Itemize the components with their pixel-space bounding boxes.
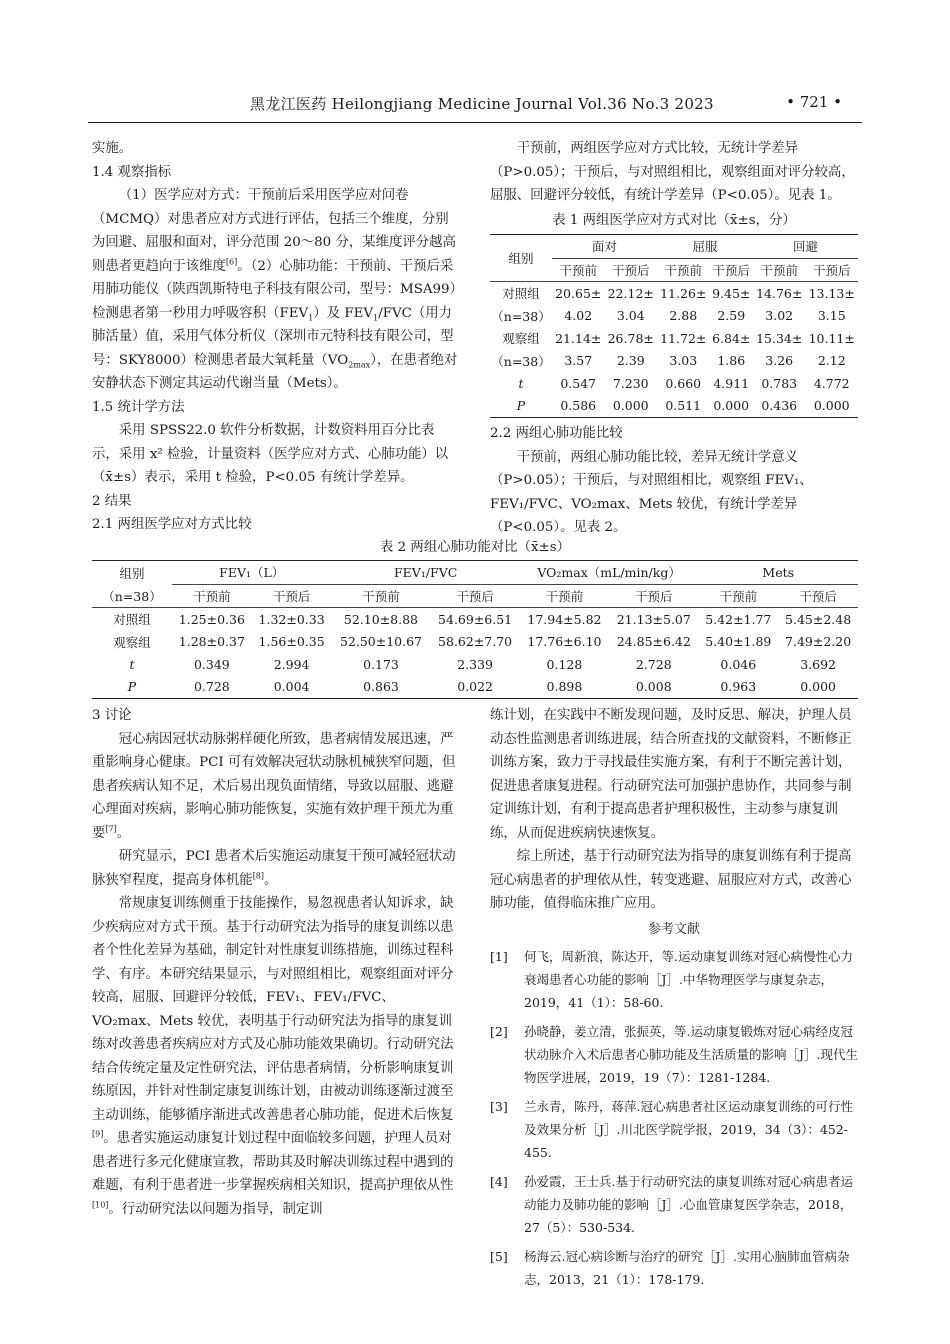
table1-cell: 3.03 — [669, 353, 698, 369]
table1-header-dim: 回避 — [753, 235, 858, 259]
table2-subheader: 干预后 — [778, 584, 858, 608]
table2-caption: 表 2 两组心肺功能对比（x̄±s） — [380, 540, 570, 555]
text: 研究显示，PCI 患者术后实施运动康复干预可减轻冠状动脉狭窄程度，提高身体机能 — [92, 849, 456, 888]
table1-cell: 3.26 — [765, 353, 794, 369]
table1-row — [490, 372, 858, 395]
table2-cell: 1.32±0.33 — [258, 611, 325, 627]
section-heading-1-4: 1.4 观察指标 — [92, 164, 172, 180]
table1-subheader: 干预前 — [552, 258, 605, 282]
table2-cell: 17.94±5.82 — [527, 611, 602, 627]
reference-item — [490, 945, 858, 1014]
table2-cell: 2.728 — [635, 656, 672, 672]
section-heading-3: 3 讨论 — [92, 708, 132, 723]
citation: [8] — [252, 871, 265, 881]
text: 。患者实施运动康复计划过程中面临较多问题，护理人员对患者进行多元化健康宣教，帮助其及时解决训练过程中遇到的难题，有利于患者进一步掌握疾病相关知识，提高护理依从性 — [92, 1131, 454, 1193]
paragraph-results-2: 干预前，两组心肺功能比较，差异无统计学意义（P>0.05）；干预后，与对照组相比，观察组 FEV₁、FEV₁/FVC、VO₂max、Mets 较优，有统计学差异（P<0.05）。见表 2。 — [490, 449, 813, 535]
table2-cell: 1.56±0.35 — [258, 634, 325, 650]
table1-cell: 0.547 — [560, 375, 597, 391]
table1-cell: 0.436 — [761, 398, 798, 414]
table1-cell: 0.000 — [612, 398, 649, 414]
table1-cell: 22.12± — [607, 285, 654, 301]
table1-cell: 21.14± — [555, 330, 602, 346]
reference-number: [3] — [490, 1099, 508, 1114]
table2-row — [92, 653, 858, 676]
table2-subheader: 干预前 — [172, 584, 252, 608]
table2-header-group: 组别 — [119, 565, 145, 581]
table2-subheader: 干预前 — [698, 584, 778, 608]
table2-cell: 0.008 — [635, 679, 672, 695]
table2-subheader: 干预前 — [520, 584, 609, 608]
left-column-methods — [92, 137, 460, 537]
table2-cell: 52.10±8.88 — [343, 611, 418, 627]
table2-header-dim: VO₂max（mL/min/kg） — [520, 561, 699, 585]
reference-number: [1] — [490, 949, 508, 964]
reference-number: [2] — [490, 1024, 508, 1039]
reference-text: 孙晓静，姜立清，张振英，等.运动康复锻炼对冠心病经皮冠状动脉介入术后患者心肺功能及生活质量的影响［J］.现代生物医学进展，2019，19（7）：1281-1284. — [524, 1024, 858, 1085]
table2-cell: 21.13±5.07 — [616, 611, 691, 627]
table2-cell: 7.49±2.20 — [785, 634, 852, 650]
reference-text: 何飞，周新浪，陈达开，等.运动康复训练对冠心病慢性心力衰竭患者心功能的影响［J］.中华物理医学与康复杂志，2019，41（1）：58-60. — [524, 949, 853, 1010]
table1-header-dim: 屈服 — [657, 235, 753, 259]
table1-row — [490, 282, 858, 305]
citation: [10] — [92, 1200, 109, 1210]
table1-row-label: 对照组 — [502, 286, 540, 302]
text: 。 — [116, 825, 131, 841]
paragraph-observation: （1）医学应对方式：干预前后采用医学应对问卷（MCMQ）对患者应对方式进行评估，包括三个维度，分别为回避、屈服和面对，评分范围 20～80 分，某维度评分越高则患者更趋向于该维度[6]。（2）心肺功能：干预前、干预后采用肺功能仪（陕西凯斯特电子科技有限公司，型号：MSA99）检测患者第一秒用力呼吸容积$(FEV_1)$及 $FEV_1/FVC$（用力肺活量）值，采用气体分析仪（深圳市元特科技有限公司，型号：SKY8000）检测患者最大氧耗量$(VO_{2max})$，在患者绝对安静状态下测定其运动代谢当量（Mets）。 — [92, 188, 458, 391]
table1-cell: 0.511 — [665, 398, 702, 414]
table1-subheader: 干预后 — [605, 258, 658, 282]
page-number: • 721 • — [786, 93, 842, 111]
table1-row — [490, 350, 858, 373]
citation: [7] — [105, 824, 117, 834]
paragraph-discussion-cont: 练计划，在实践中不断发现问题，及时反思、解决，护理人员动态性监测患者训练进展，结合所查找的文献资料，不断修正训练方案，致力于寻找最佳实施方案，有利于不断完善计划，促进患者康复进程。行动研究法可加强护患协作，共同参与制定训练计划，有利于提高患者护理积极性，主动参与康复训练，从而促进疾病快速恢复。 — [490, 708, 852, 841]
table1-row-label: （n=38） — [491, 308, 551, 324]
table1-cell: 0.783 — [761, 375, 798, 391]
table2-cell: 0.000 — [800, 679, 836, 695]
table1-row — [490, 395, 858, 418]
reference-item — [490, 1095, 858, 1164]
header-rule — [88, 122, 862, 123]
table1-caption: 表 1 两组医学应对方式对比（x̄±s，分） — [552, 213, 796, 228]
right-column-discussion — [490, 704, 858, 1297]
table2-row-label: P — [127, 679, 137, 695]
table1-row — [490, 305, 858, 328]
section-heading-2-1: 2.1 两组医学应对方式比较 — [92, 517, 252, 532]
table2-cell: 0.963 — [720, 679, 757, 695]
table2-row — [92, 608, 858, 631]
table2-header-n: （n=38） — [92, 584, 172, 608]
references-list — [490, 945, 858, 1291]
table1-row-label: P — [516, 398, 526, 414]
table1-header-group: 组别 — [490, 235, 552, 282]
table2-cell: 0.004 — [273, 679, 310, 695]
table1-cell: 3.57 — [564, 353, 593, 369]
table1-cell: 26.78± — [607, 330, 654, 346]
table2-header-dim: Mets — [698, 561, 858, 585]
table1-cell: 0.000 — [713, 398, 750, 414]
reference-text: 杨海云.冠心病诊断与治疗的研究［J］.实用心脑肺血管病杂志，2013，21（1）：178-179. — [524, 1249, 850, 1287]
text: 。 — [264, 872, 278, 888]
table2-cell: 54.69±6.51 — [438, 611, 513, 627]
table1-header-dim: 面对 — [552, 235, 657, 259]
table2-row-label: 观察组 — [113, 634, 151, 650]
table1-cell: 3.15 — [817, 308, 846, 324]
journal-header: 黑龙江医药 Heilongjiang Medicine Journal Vol.36 No.3 2023 — [250, 95, 714, 113]
table1-subheader: 干预前 — [753, 258, 806, 282]
reference-item — [490, 1020, 858, 1089]
table1-cell: 11.72± — [660, 330, 707, 346]
section-heading-1-5: 1.5 统计学方法 — [92, 399, 185, 415]
table1-cell: 0.586 — [560, 398, 597, 414]
table2-header-dim: FEV₁（L） — [172, 561, 332, 585]
reference-number: [5] — [490, 1249, 508, 1264]
table2-cell: 24.85±6.42 — [616, 634, 691, 650]
table2-cell: 17.76±6.10 — [527, 634, 602, 650]
table1-row-label: t — [518, 375, 524, 391]
right-column-results — [490, 137, 858, 208]
reference-item — [490, 1245, 858, 1291]
section-heading-2: 2 结果 — [92, 493, 132, 509]
paragraph-discussion-2 — [92, 845, 460, 892]
table2-row — [92, 676, 858, 699]
reference-item — [490, 1170, 858, 1239]
table2-header-dim: FEV₁/FVC — [332, 561, 520, 585]
reference-text: 兰永青，陈丹，蒋萍.冠心病患者社区运动康复训练的可行性及效果分析［J］.川北医学院学报，2019，34（3）：452-455. — [524, 1099, 853, 1160]
table2-cell: 2.339 — [457, 656, 493, 672]
citation: [6] — [225, 257, 238, 267]
table1-cell: 4.02 — [564, 308, 593, 324]
table2-subheader: 干预前 — [332, 584, 431, 608]
table2-cell: 5.45±2.48 — [785, 611, 852, 627]
table2-cell: 0.898 — [546, 679, 583, 695]
table1-cell: 11.26± — [660, 285, 707, 301]
table1-cell: 2.88 — [669, 308, 698, 324]
left-column-discussion — [92, 704, 460, 1221]
table2-cell: 0.022 — [457, 679, 493, 695]
table1-cell: 10.11± — [808, 330, 855, 346]
table1-cell: 9.45± — [712, 285, 751, 301]
text: ），在患者绝对安静状态下测定其运动代谢当量（Mets）。 — [92, 352, 458, 391]
right-column-cardiopulmonary — [490, 422, 858, 540]
table1-cell: 3.04 — [616, 308, 645, 324]
table1-cell: 2.59 — [717, 308, 746, 324]
table1-cell: 15.34± — [756, 330, 803, 346]
table1-subheader: 干预前 — [657, 258, 710, 282]
table2-cell: 52.50±10.67 — [339, 634, 422, 650]
table2-cell: 0.863 — [363, 679, 399, 695]
text: 常规康复训练侧重于技能操作，易忽视患者认知诉求，缺少疾病应对方式干预。基于行动研究法为指导的康复训练以患者个性化差异为基础，制定针对性康复训练措施，训练过程科学、有序。本研究结果显示，与对照组相比，观察组面对评分较高，屈服、回避评分较低，FEV₁、FEV₁/FVC、VO₂max、Mets 较优，表明基于行动研究法为指导的康复训练对改善患者疾病应对方式及心肺功能效果确切。行动研究法结合传统定量及定性研究法，评估患者病情，分析影响康复训练原因，并针对性制定康复训练计划，由被动训练逐渐过渡至主动训练，能够循序渐进式改善患者心肺功能，促进术后恢复 — [92, 896, 454, 1123]
table1-cell: 6.84± — [712, 330, 751, 346]
table2-cell: 1.25±0.36 — [178, 611, 245, 627]
table1-cell: 0.000 — [813, 398, 850, 414]
table1-subheader: 干预后 — [710, 258, 753, 282]
table1-row-label: 观察组 — [502, 331, 540, 347]
table2-subheader: 干预后 — [430, 584, 519, 608]
table2-cell: 0.046 — [720, 656, 757, 672]
reference-number: [4] — [490, 1174, 508, 1189]
table1-cell: 0.660 — [665, 375, 702, 391]
text: （1）医学应对方式：干预前后采用医学应对问卷（MCMQ）对患者应对方式进行评估，包括三个维度，分别为回避、屈服和面对，评分范围 20～80 分，某维度评分越高则患者更趋向于该维度 — [92, 188, 456, 274]
paragraph-results-1: 干预前，两组医学应对方式比较，无统计学差异（P>0.05）；干预后，与对照组相比，观察组面对评分较高，屈服、回避评分较低，有统计学差异（P<0.05）。见表 1。 — [490, 141, 855, 203]
table1-cell: 2.12 — [817, 353, 846, 369]
paragraph-discussion-1 — [92, 728, 460, 846]
table1-cell: 13.13± — [808, 285, 855, 301]
table2-cell: 58.62±7.70 — [438, 634, 513, 650]
paragraph-conclusion: 综上所述，基于行动研究法为指导的康复训练有利于提高冠心病患者的护理依从性，转变逃避、屈服应对方式，改善心肺功能，值得临床推广应用。 — [490, 849, 852, 911]
table1-cell: 2.39 — [616, 353, 645, 369]
citation: [9] — [92, 1129, 104, 1139]
table2-cell: 0.728 — [193, 679, 230, 695]
reference-text: 孙爱霞，王士兵.基于行动研究法的康复训练对冠心病患者运动能力及肺功能的影响［J］.心血管康复医学杂志，2018，27（5）：530-534. — [524, 1174, 853, 1235]
table2-cell: 1.28±0.37 — [178, 634, 245, 650]
text: ）及 FEV — [313, 305, 374, 321]
table1-cell: 4.911 — [713, 375, 750, 391]
text-line: 实施。 — [92, 141, 133, 156]
table2-row — [92, 631, 858, 654]
table1 — [490, 234, 858, 418]
table1-cell: 3.02 — [765, 308, 794, 324]
table1-row-label: （n=38） — [491, 353, 551, 369]
table1-cell: 1.86 — [717, 353, 746, 369]
table1-subheader: 干预后 — [805, 258, 858, 282]
table1-cell: 20.65± — [555, 285, 602, 301]
table2-cell: 5.42±1.77 — [705, 611, 772, 627]
text: 。行动研究法以问题为指导，制定训 — [108, 1201, 323, 1217]
section-heading-2-2: 2.2 两组心肺功能比较 — [490, 426, 623, 441]
table1-cell: 7.230 — [612, 375, 649, 391]
table2-subheader: 干预后 — [252, 584, 332, 608]
table2-cell: 0.349 — [193, 656, 230, 672]
table2-cell: 3.692 — [800, 656, 836, 672]
table1-row — [490, 327, 858, 350]
table2-row-label: t — [129, 656, 135, 672]
text: 冠心病因冠状动脉粥样硬化所致，患者病情发展迅速，严重影响身心健康。PCI 可有效解决冠状动脉机械狭窄问题，但患者疾病认知不足，术后易出现负面情绪，导致以屈服、逃避心理面对疾病，影响心肺功能恢复，实施有效护理干预尤为重要 — [92, 731, 456, 841]
table1-cell: 4.772 — [813, 375, 850, 391]
table2-row-label: 对照组 — [113, 612, 151, 628]
table2-cell: 5.40±1.89 — [705, 634, 772, 650]
table2-cell: 2.994 — [273, 656, 310, 672]
table1-cell: 14.76± — [756, 285, 803, 301]
text: /FVC（用力肺活量）值，采用气体分析仪（深圳市元特科技有限公司，型号：SKY8000）检测患者最大氧耗量（VO — [92, 305, 454, 368]
paragraph-statistics: 采用 SPSS22.0 软件分析数据，计数资料用百分比表示，采用 x² 检验，计量资料（医学应对方式、心肺功能）以（x̄±s）表示，采用 t 检验，P<0.05 有统计学差异。 — [92, 423, 449, 485]
table2 — [92, 560, 858, 699]
table2-cell: 0.128 — [546, 656, 583, 672]
text: 。（2）心肺功能：干预前、干预后采用肺功能仪（陕西凯斯特电子科技有限公司，型号：MSA99）检测患者第一秒用力呼吸容积（FEV — [92, 258, 457, 321]
table2-cell: 0.173 — [363, 656, 399, 672]
paragraph-discussion-3 — [92, 892, 460, 1221]
table2-subheader: 干预后 — [609, 584, 698, 608]
references-title: 参考文献 — [647, 921, 700, 937]
